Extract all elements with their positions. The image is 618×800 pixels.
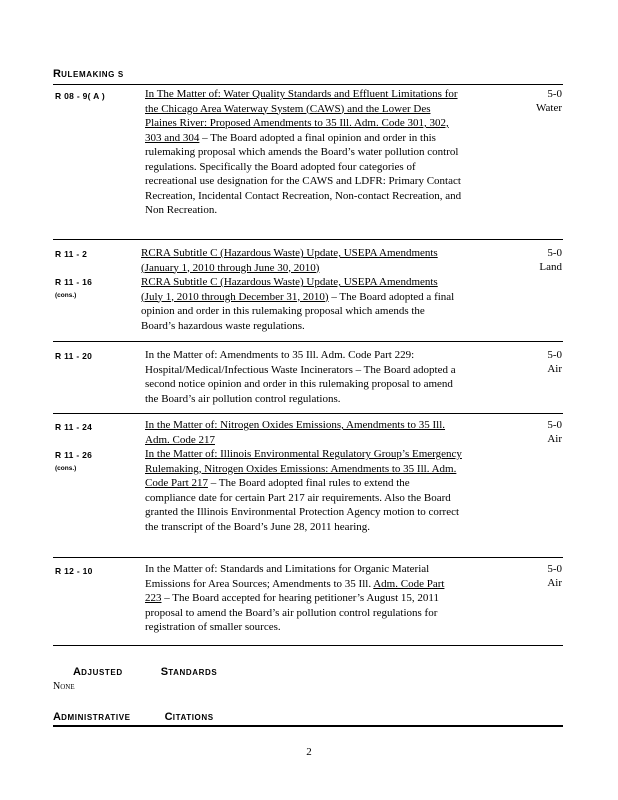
entry-body: – The Board adopted final rules to extend the compliance date for certain Part 217 air requirements. Also the Board granted the Illinois Environmental Protection Agency motion to correct the transcript of the Board’s June 28, 2011 hearing. <box>145 477 460 533</box>
entry-title: In the Matter of: Illinois Environmental Regulatory Group’s Emergency Rulemaking, Nitrogen Oxides Emissions: Amendments to 35 Ill. Adm. Code Part 217 <box>145 448 462 489</box>
category: Water <box>536 102 562 114</box>
divider <box>53 239 563 240</box>
entry-title: RCRA Subtitle C (Hazardous Waste) Update, USEPA Amendments (January 1, 2010 through June 30, 2010) <box>141 247 438 274</box>
entry-description: In the Matter of: Amendments to 35 Ill. Adm. Code Part 229: Hospital/Medical/Infectious Waste Incinerators – The Board adopted a second notice opinion and order in this rulemaking proposal to amend the Board’s air pollution control regulations. <box>145 349 456 405</box>
entry-title: RCRA Subtitle C (Hazardous Waste) Update, USEPA Amendments (July 1, 2010 through December 31, 2010) <box>141 276 438 303</box>
entry-text: In the Matter of: Standards and Limitations for Organic Material Emissions for Area Sources; Amendments to 35 Ill. <box>145 563 430 590</box>
vote-count: 5-0 <box>547 88 562 100</box>
entry-description <box>141 246 459 333</box>
divider <box>53 84 563 85</box>
none-label: None <box>53 681 75 692</box>
entry-body: – The Board adopted a final opinion and order in this rulemaking proposal which amends the Board’s hazardous waste regulations. <box>141 290 455 332</box>
docket-number: R 11 - 20 <box>55 351 93 361</box>
section-heading-rulemakings: RULEMAKING S <box>53 68 124 80</box>
section-heading-adjusted-standards: ADJUSTED STANDARDS <box>73 666 218 678</box>
page-number: 2 <box>306 746 312 758</box>
vote-count: 5-0 <box>547 349 562 361</box>
category: Air <box>547 363 562 375</box>
category: Air <box>547 577 562 589</box>
entry-title: Adm. Code Part 223 <box>145 577 445 604</box>
consolidated-label: (cons.) <box>55 292 77 299</box>
docket-number: R 12 - 10 <box>55 566 93 576</box>
docket-number: R 11 - 24 <box>55 422 93 432</box>
section-heading-administrative-citations: ADMINISTRATIVE CITATIONS <box>53 711 214 723</box>
vote-count: 5-0 <box>547 247 562 259</box>
divider <box>53 645 563 646</box>
entry-description <box>145 418 463 534</box>
docket-number: R 08 - 9( A ) <box>55 91 106 101</box>
divider <box>53 725 563 727</box>
divider <box>53 413 563 414</box>
divider <box>53 557 563 558</box>
divider <box>53 341 563 342</box>
category: Air <box>547 433 562 445</box>
consolidated-label: (cons.) <box>55 465 77 472</box>
docket-number: R 11 - 16 <box>55 277 93 287</box>
vote-count: 5-0 <box>547 419 562 431</box>
entry-body: – The Board adopted a final opinion and order in this rulemaking proposal which amends the Board’s water pollution control regulations. Specifically the Board adopted four categories of recreational use designation for the CAWS and LDFR: Primary Contact Recreation, Incidental Contact Recreation, Non-contact Recreation, and Non Recreation. <box>145 131 462 216</box>
entry-description <box>145 87 463 218</box>
entry-title: In the Matter of: Nitrogen Oxides Emissions, Amendments to 35 Ill. Adm. Code 217 <box>145 419 446 446</box>
entry-body: – The Board accepted for hearing petitioner’s August 15, 2011 proposal to amend the Board’s air pollution control regulations for registration of smaller sources. <box>145 592 439 633</box>
entry-description <box>145 562 463 635</box>
docket-number: R 11 - 26 <box>55 450 93 460</box>
docket-number: R 11 - 2 <box>55 249 88 259</box>
vote-count: 5-0 <box>547 563 562 575</box>
entry-title: In The Matter of: Water Quality Standards and Effluent Limitations for the Chicago Area Waterway System (CAWS) and the Lower Des Plaines River: Proposed Amendments to 35 Ill. Adm. Code 301, 302, 303 and 304 <box>145 88 458 144</box>
category: Land <box>539 261 562 273</box>
